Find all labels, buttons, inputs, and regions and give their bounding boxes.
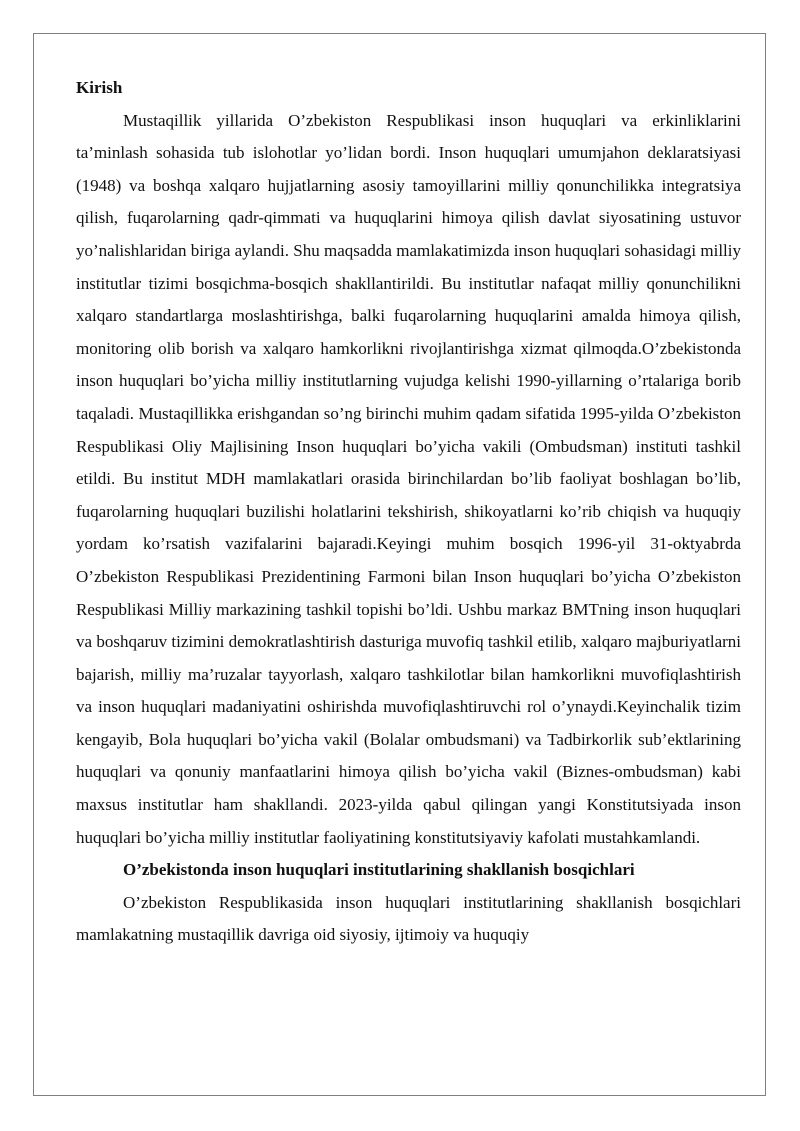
intro-heading: Kirish	[76, 78, 123, 97]
section-heading: O’zbekistonda inson huquqlari institutlarining shakllanish bosqichlari	[123, 860, 635, 880]
document-body	[76, 72, 741, 952]
intro-paragraph: Mustaqillik yillarida O’zbekiston Respublikasi inson huquqlari va erkinliklarini ta’minlash sohasida tub islohotlar yo’lidan bordi. Inson huquqlari umumjahon deklaratsiyasi (1948) va boshqa xalqaro hujjatlarning asosiy tamoyillarini milliy qonunchilikka integratsiya qilish, fuqarolarning qadr-qimmati va huquqlarini himoya qilish davlat siyosatining ustuvor yo’nalishlaridan biriga aylandi. Shu maqsadda mamlakatimizda inson huquqlari sohasidagi milliy institutlar tizimi bosqichma-bosqich shakllantirildi. Bu institutlar nafaqat milliy qonunchilikni xalqaro standartlarga moslashtirishga, balki fuqarolarning huquqlarini amalda himoya qilish, monitoring olib borish va xalqaro hamkorlikni rivojlantirishga xizmat qilmoqda.O’zbekistonda inson huquqlari bo’yicha milliy institutlarning vujudga kelishi 1990-yillarning o’rtalariga borib taqaladi. Mustaqillikka erishgandan so’ng birinchi muhim qadam sifatida 1995-yilda O’zbekiston Respublikasi Oliy Majlisining Inson huquqlari bo’yicha vakili (Ombudsman) instituti tashkil etildi. Bu institut MDH mamlakatlari orasida birinchilardan bo’lib faoliyat boshlagan bo’lib, fuqarolarning huquqlari buzilishi holatlarini tekshirish, shikoyatlarni ko’rib chiqish va huquqiy yordam ko’rsatish vazifalarini bajaradi.Keyingi muhim bosqich 1996-yil 31-oktyabrda O’zbekiston Respublikasi Prezidentining Farmoni bilan Inson huquqlari bo’yicha O’zbekiston Respublikasi Milliy markazining tashkil topishi bo’ldi. Ushbu markaz BMTning inson huquqlari va boshqaruv tizimini demokratlashtirish dasturiga muvofiq tashkil etilib, xalqaro majburiyatlarni bajarish, milliy ma’ruzalar tayyorlash, xalqaro tashkilotlar bilan hamkorlikni muvofiqlashtirish va inson huquqlari madaniyatini oshirishda muvofiqlashtiruvchi rol o’ynaydi.Keyinchalik tizim kengayib, Bola huquqlari bo’yicha vakil (Bolalar ombudsmani) va Tadbirkorlik sub’ektlarining huquqlari va qonuniy manfaatlarini himoya qilish bo’yicha vakil (Biznes-ombudsman) kabi maxsus institutlar ham shakllandi. 2023-yilda qabul qilingan yangi Konstitutsiyada inson huquqlari bo’yicha milliy institutlar faoliyatining konstitutsiyaviy kafolati mustahkamlandi.	[76, 110, 741, 847]
section-paragraph: O’zbekiston Respublikasida inson huquqlari institutlarining shakllanish bosqichlari mamlakatning mustaqillik davriga oid siyosiy, ijtimoiy va huquqiy	[76, 892, 741, 945]
